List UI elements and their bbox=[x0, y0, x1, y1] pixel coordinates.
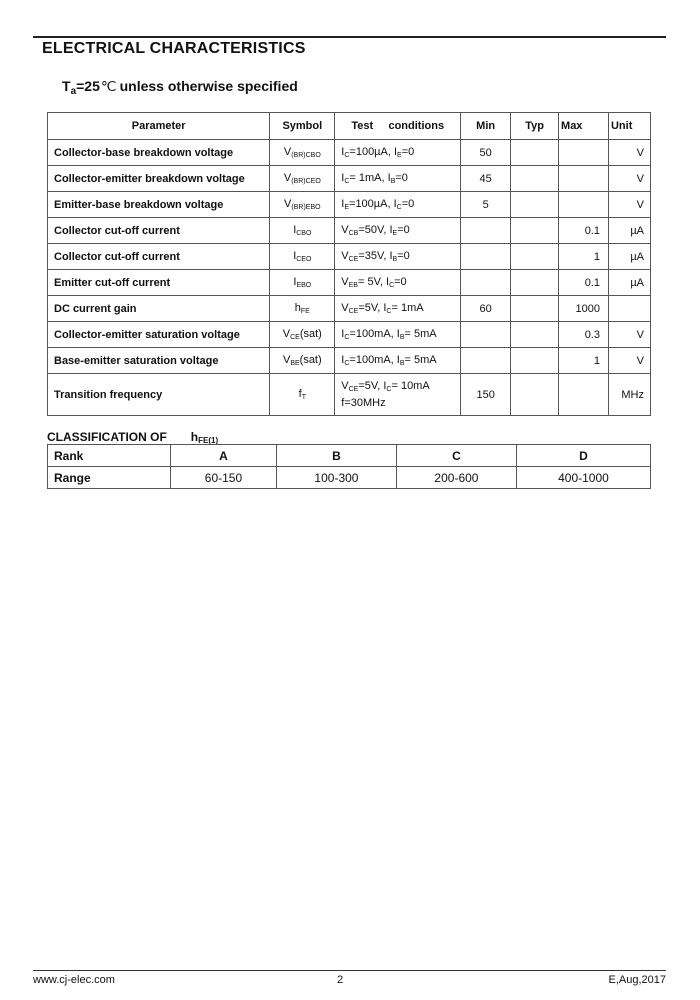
unit-cell: MHz bbox=[608, 374, 650, 416]
symbol-base: I bbox=[293, 250, 297, 262]
symbol-subscript: T bbox=[301, 394, 306, 401]
rank-d: D bbox=[516, 445, 650, 467]
parameter-cell: Collector-emitter saturation voltage bbox=[48, 322, 270, 348]
test-conditions-cell bbox=[335, 348, 461, 374]
parameter-cell: Collector cut-off current bbox=[48, 218, 270, 244]
symbol-cell bbox=[270, 322, 335, 348]
test-text: = 5mA bbox=[404, 354, 437, 366]
table-row bbox=[48, 374, 651, 416]
classification-symbol: h bbox=[190, 430, 199, 444]
unit-cell: µA bbox=[608, 244, 650, 270]
unit-cell: V bbox=[608, 166, 650, 192]
test-conditions-cell bbox=[335, 166, 461, 192]
test-text: I bbox=[341, 198, 345, 210]
min-cell bbox=[461, 322, 511, 348]
symbol-base: f bbox=[298, 388, 302, 400]
parameter-cell: Collector-base breakdown voltage bbox=[48, 140, 270, 166]
parameter-cell: Emitter-base breakdown voltage bbox=[48, 192, 270, 218]
symbol-cell bbox=[270, 140, 335, 166]
test-subscript: C bbox=[344, 360, 350, 367]
test-subscript: B bbox=[390, 178, 396, 185]
symbol-suffix: (sat) bbox=[299, 328, 322, 340]
range-c: 200-600 bbox=[396, 467, 516, 489]
symbol-cell bbox=[270, 218, 335, 244]
test-text: =0 bbox=[401, 146, 415, 158]
unit-cell bbox=[608, 296, 650, 322]
min-cell bbox=[461, 348, 511, 374]
test-line-2: f=30MHz bbox=[341, 397, 386, 409]
symbol-base: V bbox=[283, 146, 292, 158]
range-a: 60-150 bbox=[171, 467, 277, 489]
test-text: = 5V, I bbox=[357, 276, 390, 288]
test-subscript: B bbox=[399, 334, 405, 341]
parameter-cell: Collector-emitter breakdown voltage bbox=[48, 166, 270, 192]
typ-cell bbox=[511, 374, 559, 416]
parameter-cell: DC current gain bbox=[48, 296, 270, 322]
rank-c: C bbox=[396, 445, 516, 467]
test-subscript: E bbox=[392, 230, 398, 237]
test-conditions-cell bbox=[335, 140, 461, 166]
unit-cell: µA bbox=[608, 218, 650, 244]
test-line bbox=[341, 146, 454, 159]
table-row bbox=[48, 296, 651, 322]
header-max: Max bbox=[559, 113, 609, 140]
test-text: = 1mA, I bbox=[349, 172, 391, 184]
table-row bbox=[48, 270, 651, 296]
test-conditions-cell bbox=[335, 296, 461, 322]
test-conditions-cell bbox=[335, 244, 461, 270]
test-subscript: C bbox=[386, 386, 392, 393]
symbol-cell bbox=[270, 192, 335, 218]
rank-b: B bbox=[276, 445, 396, 467]
test-line bbox=[341, 250, 454, 263]
table-row bbox=[48, 322, 651, 348]
condition-value: =25 bbox=[76, 78, 100, 94]
typ-cell bbox=[511, 218, 559, 244]
test-line bbox=[341, 302, 454, 315]
condition-text: unless otherwise specified bbox=[119, 78, 298, 94]
max-cell: 0.1 bbox=[559, 270, 609, 296]
typ-cell bbox=[511, 140, 559, 166]
max-cell: 1000 bbox=[559, 296, 609, 322]
test-line bbox=[341, 198, 454, 211]
unit-cell: V bbox=[608, 140, 650, 166]
test-subscript: CE bbox=[348, 308, 359, 315]
test-conditions-cell bbox=[335, 270, 461, 296]
footer-website[interactable]: www.cj-elec.com bbox=[33, 974, 115, 986]
max-cell: 0.3 bbox=[559, 322, 609, 348]
test-text: V bbox=[341, 250, 349, 262]
test-text: =5V, I bbox=[358, 380, 387, 392]
test-text: V bbox=[341, 224, 349, 236]
symbol-subscript: BE bbox=[290, 360, 300, 367]
test-text: =5V, I bbox=[358, 302, 387, 314]
classification-label: CLASSIFICATION OF bbox=[47, 430, 167, 444]
rank-row bbox=[48, 445, 651, 467]
test-line bbox=[341, 380, 454, 393]
table-row bbox=[48, 218, 651, 244]
test-text: V bbox=[341, 302, 349, 314]
symbol-base: V bbox=[282, 354, 291, 366]
test-line bbox=[341, 276, 454, 289]
test-text: I bbox=[341, 146, 345, 158]
min-cell bbox=[461, 244, 511, 270]
test-conditions-cell bbox=[335, 218, 461, 244]
test-subscript: C bbox=[344, 334, 350, 341]
symbol-cell bbox=[270, 348, 335, 374]
typ-cell bbox=[511, 348, 559, 374]
top-rule bbox=[33, 36, 666, 38]
test-subscript: E bbox=[397, 152, 402, 159]
test-text: = 1mA bbox=[391, 302, 424, 314]
parameter-cell: Base-emitter saturation voltage bbox=[48, 348, 270, 374]
test-line bbox=[341, 354, 454, 367]
test-text: =100mA, I bbox=[349, 354, 400, 366]
test-subscript: E bbox=[344, 204, 350, 211]
test-line bbox=[341, 328, 454, 341]
header-unit: Unit bbox=[608, 113, 650, 140]
table-row bbox=[48, 166, 651, 192]
parameter-cell: Transition frequency bbox=[48, 374, 270, 416]
temperature-condition bbox=[62, 78, 298, 97]
classification-title bbox=[47, 430, 218, 445]
parameter-cell: Emitter cut-off current bbox=[48, 270, 270, 296]
test-text: =0 bbox=[401, 198, 415, 210]
symbol-base: h bbox=[294, 302, 301, 314]
test-line bbox=[341, 172, 454, 185]
test-subscript: C bbox=[396, 204, 402, 211]
symbol-subscript: (BR)CBO bbox=[291, 152, 321, 159]
typ-cell bbox=[511, 166, 559, 192]
range-label: Range bbox=[48, 467, 171, 489]
test-text: =0 bbox=[395, 172, 408, 184]
footer-revision: E,Aug,2017 bbox=[608, 974, 666, 986]
typ-cell bbox=[511, 192, 559, 218]
unit-cell: V bbox=[608, 322, 650, 348]
footer-page-number: 2 bbox=[337, 974, 344, 986]
section-title: ELECTRICAL CHARACTERISTICS bbox=[42, 40, 306, 57]
test-text: =50V, I bbox=[358, 224, 393, 236]
test-subscript: EB bbox=[348, 282, 358, 289]
max-cell bbox=[559, 140, 609, 166]
min-cell: 50 bbox=[461, 140, 511, 166]
table-row bbox=[48, 140, 651, 166]
min-cell bbox=[461, 270, 511, 296]
header-symbol: Symbol bbox=[270, 113, 335, 140]
min-cell: 60 bbox=[461, 296, 511, 322]
rank-a: A bbox=[171, 445, 277, 467]
symbol-subscript: (BR)CEO bbox=[291, 178, 321, 185]
unit-cell: V bbox=[608, 192, 650, 218]
max-cell bbox=[559, 374, 609, 416]
max-cell: 0.1 bbox=[559, 218, 609, 244]
table-row bbox=[48, 192, 651, 218]
symbol-suffix: (sat) bbox=[299, 354, 322, 366]
test-text: V bbox=[341, 380, 349, 392]
unit-cell: µA bbox=[608, 270, 650, 296]
test-subscript: CE bbox=[348, 386, 359, 393]
footer-rule bbox=[33, 970, 666, 971]
test-text: = 10mA bbox=[391, 380, 430, 392]
max-cell: 1 bbox=[559, 244, 609, 270]
test-subscript: B bbox=[399, 360, 405, 367]
electrical-characteristics-table bbox=[47, 112, 651, 416]
test-text: =0 bbox=[397, 250, 410, 262]
condition-symbol: T bbox=[62, 78, 71, 94]
test-text: I bbox=[341, 172, 345, 184]
test-subscript: CE bbox=[348, 256, 359, 263]
rank-label: Rank bbox=[48, 445, 171, 467]
test-text: V bbox=[341, 276, 349, 288]
max-cell bbox=[559, 192, 609, 218]
unit-cell: V bbox=[608, 348, 650, 374]
header-typ: Typ bbox=[511, 113, 559, 140]
symbol-cell bbox=[270, 296, 335, 322]
typ-cell bbox=[511, 322, 559, 348]
symbol-cell bbox=[270, 166, 335, 192]
test-subscript: CB bbox=[348, 230, 359, 237]
test-text: I bbox=[341, 328, 345, 340]
test-text: = 5mA bbox=[404, 328, 437, 340]
header-parameter: Parameter bbox=[48, 113, 270, 140]
min-cell bbox=[461, 218, 511, 244]
range-b: 100-300 bbox=[276, 467, 396, 489]
range-row bbox=[48, 467, 651, 489]
test-subscript: C bbox=[344, 178, 350, 185]
condition-subscript: a bbox=[70, 86, 77, 97]
symbol-cell bbox=[270, 244, 335, 270]
table-row bbox=[48, 348, 651, 374]
min-cell: 5 bbox=[461, 192, 511, 218]
symbol-subscript: (BR)EBO bbox=[291, 204, 321, 211]
max-cell bbox=[559, 166, 609, 192]
test-text: =100µA, I bbox=[349, 198, 397, 210]
test-text: =35V, I bbox=[358, 250, 393, 262]
symbol-base: I bbox=[293, 224, 297, 236]
symbol-base: V bbox=[282, 328, 291, 340]
test-conditions-cell bbox=[335, 322, 461, 348]
typ-cell bbox=[511, 270, 559, 296]
test-text: =0 bbox=[397, 224, 410, 236]
test-conditions-cell bbox=[335, 192, 461, 218]
symbol-cell bbox=[270, 270, 335, 296]
header-min: Min bbox=[461, 113, 511, 140]
max-cell: 1 bbox=[559, 348, 609, 374]
min-cell: 150 bbox=[461, 374, 511, 416]
symbol-base: V bbox=[283, 172, 292, 184]
symbol-subscript: CBO bbox=[296, 230, 312, 237]
symbol-subscript: CEO bbox=[296, 256, 312, 263]
symbol-subscript: EBO bbox=[296, 282, 312, 289]
test-subscript: B bbox=[392, 256, 398, 263]
condition-unit: ℃ bbox=[100, 78, 117, 94]
test-conditions-cell bbox=[335, 374, 461, 416]
test-subscript: C bbox=[389, 282, 395, 289]
typ-cell bbox=[511, 296, 559, 322]
classification-table bbox=[47, 444, 651, 489]
header-test-conditions: Test conditions bbox=[335, 113, 461, 140]
symbol-subscript: CE bbox=[290, 334, 300, 341]
test-subscript: C bbox=[386, 308, 392, 315]
test-text: =100µA, I bbox=[349, 146, 398, 158]
table-header-row bbox=[48, 113, 651, 140]
min-cell: 45 bbox=[461, 166, 511, 192]
symbol-base: I bbox=[293, 276, 297, 288]
parameter-cell: Collector cut-off current bbox=[48, 244, 270, 270]
symbol-cell bbox=[270, 374, 335, 416]
symbol-base: V bbox=[284, 198, 292, 210]
range-d: 400-1000 bbox=[516, 467, 650, 489]
test-text: I bbox=[341, 354, 345, 366]
test-text: =0 bbox=[394, 276, 407, 288]
classification-symbol-sub: FE(1) bbox=[198, 436, 219, 445]
test-line bbox=[341, 224, 454, 237]
typ-cell bbox=[511, 244, 559, 270]
test-subscript: C bbox=[344, 152, 350, 159]
table-row bbox=[48, 244, 651, 270]
symbol-subscript: FE bbox=[300, 308, 310, 315]
test-text: =100mA, I bbox=[349, 328, 400, 340]
